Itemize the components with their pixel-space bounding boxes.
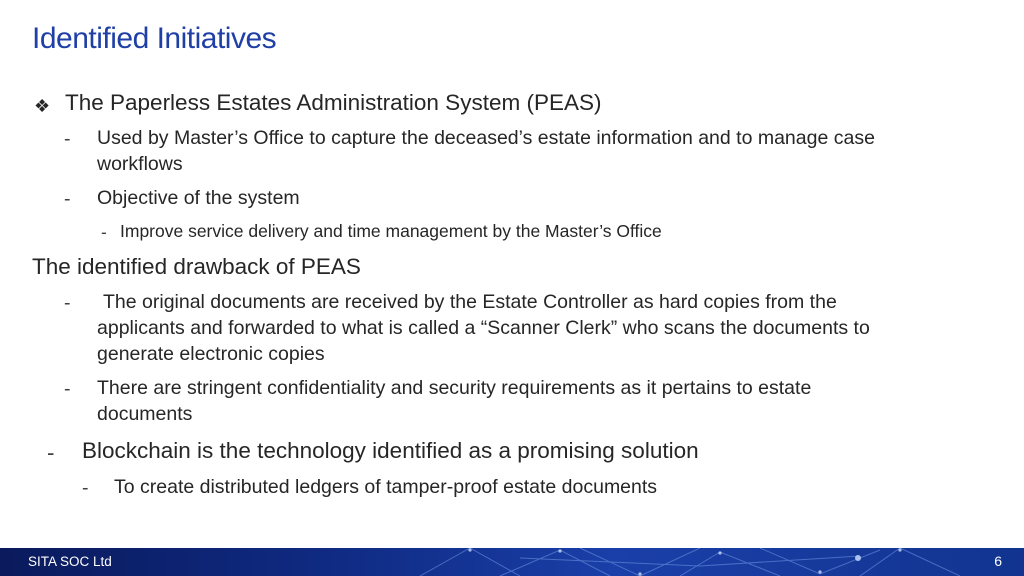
dash-marker: - [64,378,71,400]
bullet-peas: The Paperless Estates Administration System (PEAS) [65,90,602,115]
blockchain-heading: Blockchain is the technology identified as a promising solution [82,438,699,463]
page-number: 6 [994,553,1002,569]
peas-objective-detail: Improve service delivery and time management by the Master’s Office [120,221,662,241]
dash-marker: - [64,188,71,210]
drawback-heading: The identified drawback of PEAS [32,254,361,279]
footer-bar [0,548,1024,576]
dash-marker: - [101,222,107,242]
security-line-2: documents [97,403,193,425]
footer-company: SITA SOC Ltd [28,554,112,569]
dash-marker: - [82,477,89,499]
footer-network-pattern [0,548,1024,576]
dash-marker: - [64,128,71,150]
blockchain-detail: To create distributed ledgers of tamper-proof estate documents [114,476,658,498]
dash-marker: - [64,292,71,314]
slide-title: Identified Initiatives [32,22,277,55]
peas-usage-line-1: Used by Master’s Office to capture the deceased’s estate information and to manage case [97,127,875,149]
security-line-1: There are stringent confidentiality and security requirements as it pertains to estate [97,377,812,399]
drawback-line-2: applicants and forwarded to what is called a “Scanner Clerk” who scans the documents to [97,317,870,339]
drawback-line-1: The original documents are received by the Estate Controller as hard copies from the [103,291,837,313]
dash-marker: - [47,440,55,465]
drawback-line-3: generate electronic copies [97,343,325,365]
four-diamond-bullet-icon: ❖ [34,96,51,116]
peas-objective: Objective of the system [97,187,300,209]
peas-usage-line-2: workflows [97,153,183,175]
